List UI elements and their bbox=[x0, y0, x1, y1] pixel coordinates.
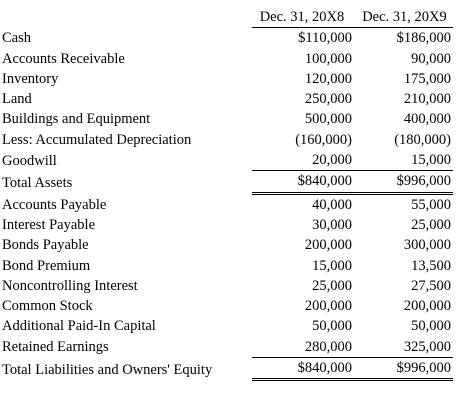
row-value-20x8: 250,000 bbox=[304, 91, 352, 108]
header-label bbox=[2, 7, 252, 28]
row-bonds-payable bbox=[2, 235, 453, 255]
row-label: Goodwill bbox=[2, 152, 57, 169]
header-row bbox=[2, 7, 453, 28]
row-label: Total Assets bbox=[2, 174, 73, 191]
row-value-20x9: 300,000 bbox=[403, 237, 451, 254]
row-inventory bbox=[2, 69, 453, 89]
row-accounts-payable bbox=[2, 195, 453, 215]
row-total-liabilities-equity bbox=[2, 358, 453, 381]
row-value-20x9: 50,000 bbox=[411, 318, 451, 335]
row-land bbox=[2, 89, 453, 109]
row-label: Accounts Payable bbox=[2, 196, 107, 213]
row-value-20x9: (180,000) bbox=[394, 131, 451, 148]
row-value-20x9: 13,500 bbox=[411, 257, 451, 274]
row-label: Retained Earnings bbox=[2, 339, 109, 356]
row-value-20x9: 25,000 bbox=[411, 216, 451, 233]
row-accounts-receivable bbox=[2, 49, 453, 69]
row-value-20x9: 55,000 bbox=[411, 196, 451, 213]
row-value-20x8: (160,000) bbox=[295, 131, 352, 148]
row-value-20x8: 15,000 bbox=[312, 257, 352, 274]
row-value-20x8: 120,000 bbox=[304, 70, 352, 87]
row-value-20x9: 210,000 bbox=[403, 91, 451, 108]
row-interest-payable bbox=[2, 215, 453, 235]
row-noncontrolling-interest bbox=[2, 276, 453, 296]
row-value-20x8: 25,000 bbox=[312, 277, 352, 294]
row-retained-earnings bbox=[2, 337, 453, 358]
row-value-20x8: 20,000 bbox=[252, 150, 356, 171]
row-value-20x9: 325,000 bbox=[356, 337, 453, 358]
header-dec-31-20x9: Dec. 31, 20X9 bbox=[356, 7, 453, 28]
row-label: Interest Payable bbox=[2, 216, 96, 233]
row-bond-premium bbox=[2, 256, 453, 276]
row-value-20x8: 40,000 bbox=[312, 196, 352, 213]
row-value-20x8: $110,000 bbox=[298, 30, 352, 47]
row-label: Accounts Receivable bbox=[2, 50, 125, 67]
row-label: Buildings and Equipment bbox=[2, 111, 151, 128]
row-label: Bond Premium bbox=[2, 257, 91, 274]
row-value-20x9: 200,000 bbox=[403, 298, 451, 315]
row-value-20x8: 200,000 bbox=[304, 237, 352, 254]
row-value-20x9: 175,000 bbox=[403, 70, 451, 87]
row-label: Bonds Payable bbox=[2, 237, 89, 254]
row-accumulated-depreciation bbox=[2, 130, 453, 150]
row-label: Less: Accumulated Depreciation bbox=[2, 131, 192, 148]
row-label: Inventory bbox=[2, 70, 59, 87]
row-value-20x8: $840,000 bbox=[252, 171, 356, 194]
row-total-assets bbox=[2, 171, 453, 194]
row-value-20x8: 500,000 bbox=[304, 111, 352, 128]
row-label: Additional Paid-In Capital bbox=[2, 318, 156, 335]
row-label: Noncontrolling Interest bbox=[2, 277, 138, 294]
row-value-20x9: $996,000 bbox=[356, 171, 453, 194]
balance-sheet-table bbox=[2, 7, 453, 381]
row-value-20x8: 30,000 bbox=[312, 216, 352, 233]
row-label: Land bbox=[2, 91, 32, 108]
row-value-20x9: 90,000 bbox=[411, 50, 451, 67]
row-value-20x9: 400,000 bbox=[403, 111, 451, 128]
row-label: Total Liabilities and Owners' Equity bbox=[2, 361, 213, 378]
row-value-20x8: 100,000 bbox=[304, 50, 352, 67]
header-dec-31-20x8: Dec. 31, 20X8 bbox=[252, 7, 356, 28]
row-cash bbox=[2, 28, 453, 48]
row-value-20x8: 50,000 bbox=[312, 318, 352, 335]
row-goodwill bbox=[2, 150, 453, 171]
row-label: Common Stock bbox=[2, 298, 93, 315]
row-value-20x8: 280,000 bbox=[252, 337, 356, 358]
row-label: Cash bbox=[2, 30, 31, 47]
row-value-20x8: $840,000 bbox=[252, 358, 356, 381]
row-value-20x8: 200,000 bbox=[304, 298, 352, 315]
row-buildings-equipment bbox=[2, 109, 453, 129]
row-value-20x9: $996,000 bbox=[356, 358, 453, 381]
row-additional-paid-in-capital bbox=[2, 316, 453, 336]
row-value-20x9: 27,500 bbox=[411, 277, 451, 294]
row-common-stock bbox=[2, 296, 453, 316]
row-value-20x9: 15,000 bbox=[356, 150, 453, 171]
row-value-20x9: $186,000 bbox=[396, 30, 451, 47]
